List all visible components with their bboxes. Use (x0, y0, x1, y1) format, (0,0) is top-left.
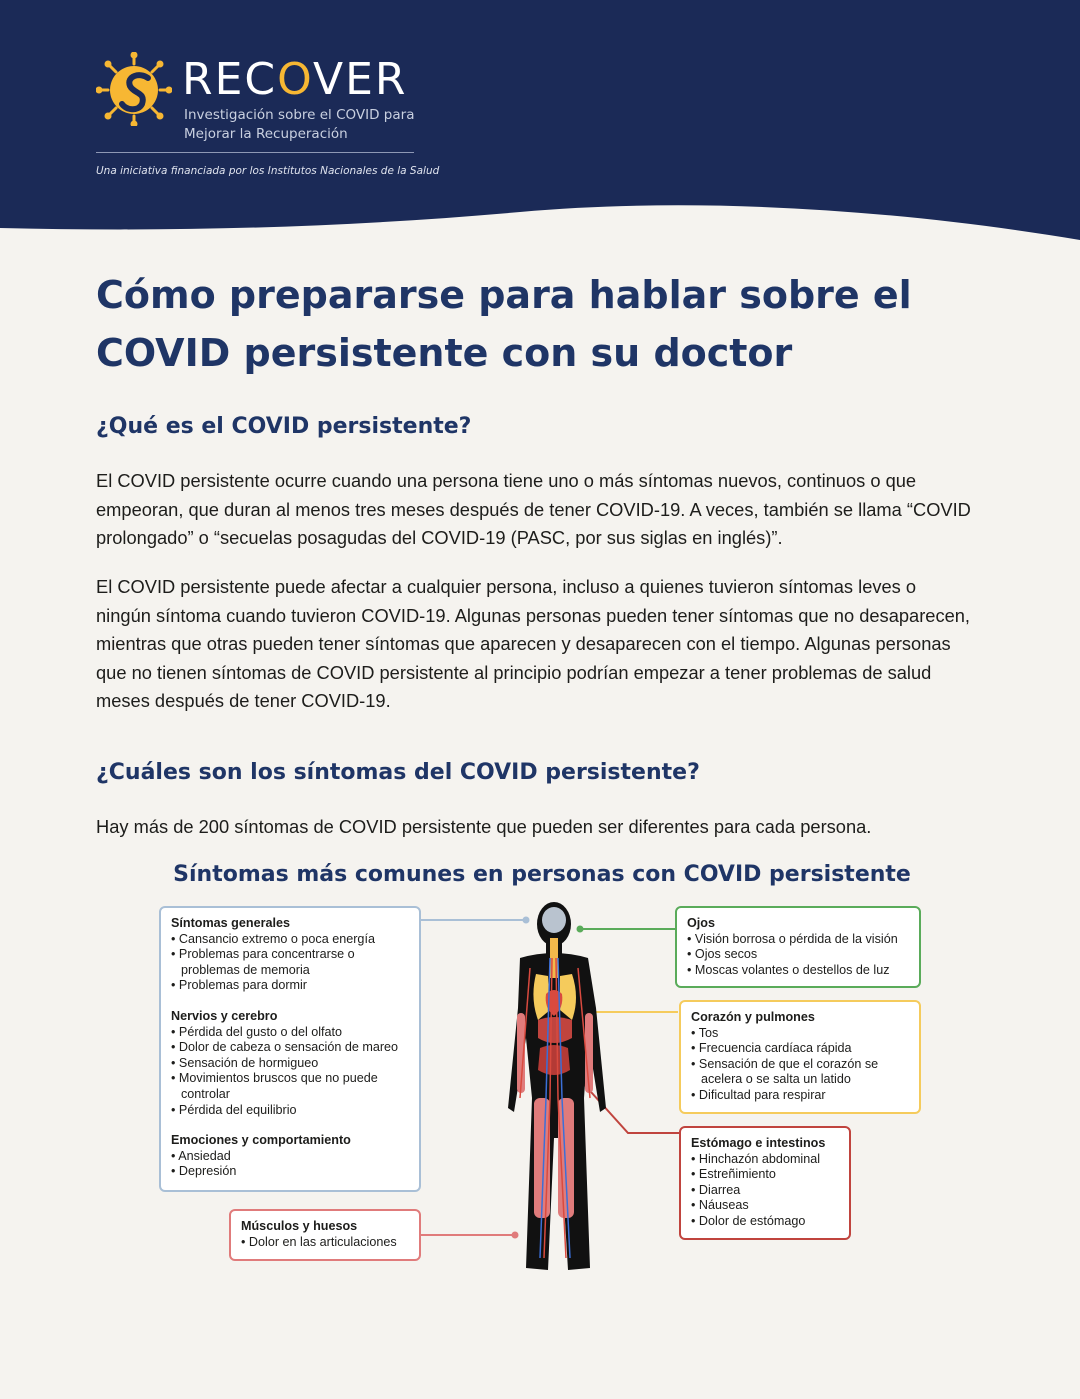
symptom-list (691, 1152, 839, 1230)
logo-subtitle-line: Investigación sobre el COVID para (184, 107, 415, 123)
section-heading-what-is: ¿Qué es el COVID persistente? (96, 414, 472, 439)
figure-title: Síntomas más comunes en personas con COVID persistente (173, 862, 911, 887)
symptom-item: • Sensación de que el corazón se acelera o se salta un latido (691, 1057, 909, 1088)
symptom-heading: Ojos (687, 916, 715, 930)
symptom-item: • Pérdida del equilibrio (171, 1103, 409, 1119)
symptom-item: • Hinchazón abdominal (691, 1152, 839, 1168)
symptom-list (687, 932, 909, 979)
human-body-illustration (460, 898, 610, 1278)
symptom-item: • Moscas volantes o destellos de luz (687, 963, 909, 979)
symptom-item: • Frecuencia cardíaca rápida (691, 1041, 909, 1057)
symptom-item: • Ansiedad (171, 1149, 409, 1165)
symptom-item: • Cansancio extremo o poca energía (171, 932, 409, 948)
symptom-list (171, 932, 409, 994)
symptom-heading: Corazón y pulmones (691, 1010, 815, 1024)
symptom-item: • Problemas para concentrarse o problemas de memoria (171, 947, 409, 978)
symptom-list (171, 1149, 409, 1180)
symptom-item: • Depresión (171, 1164, 409, 1180)
symptom-item: • Dolor de cabeza o sensación de mareo (171, 1040, 409, 1056)
symptom-item: • Dificultad para respirar (691, 1088, 909, 1104)
symptom-box-musculos (229, 1209, 421, 1261)
logo-wordmark: RECOVER (182, 54, 408, 105)
paragraph-definition: El COVID persistente ocurre cuando una persona tiene uno o más síntomas nuevos, continuos o que empeoran, que duran al menos tres meses después de tener COVID-19. A veces, también se llama “COVID prolongado” o “secuelas posagudas del COVID-19 (PASC, por sus siglas en inglés)”. (96, 470, 971, 549)
symptom-heading: Emociones y comportamiento (171, 1133, 351, 1148)
symptom-box-corazon (679, 1000, 921, 1114)
symptom-section (171, 1009, 409, 1118)
symptom-section (171, 1133, 409, 1180)
symptom-heading: Nervios y cerebro (171, 1008, 278, 1023)
symptom-list (241, 1235, 409, 1251)
page-title: Cómo prepararse para hablar sobre el COVID persistente con su doctor (96, 273, 912, 375)
symptom-item: • Problemas para dormir (171, 978, 409, 994)
symptom-item: • Dolor en las articulaciones (241, 1235, 409, 1251)
symptom-item: • Dolor de estómago (691, 1214, 839, 1230)
symptom-box-estomago (679, 1126, 851, 1240)
logo-tagline: Una iniciativa financiada por los Institutos Nacionales de la Salud (96, 165, 440, 177)
logo-subtitle-line: Mejorar la Recuperación (184, 126, 348, 142)
paragraph-who-affected: El COVID persistente puede afectar a cualquier persona, incluso a quienes tuvieron síntomas leves o ningún síntoma cuando tuvieron COVID-19. Algunas personas pueden tener síntomas que no desaparecen, mientras que otras pueden tener síntomas que aparecen y desaparecen con el tiempo. Algunas personas que no tienen síntomas de COVID persistente al principio podrían empezar a tener problemas de salud meses después de tener COVID-19. (96, 576, 971, 712)
symptom-item: • Tos (691, 1026, 909, 1042)
symptom-section (171, 916, 409, 994)
symptom-item: • Visión borrosa o pérdida de la visión (687, 932, 909, 948)
symptom-heading: Estómago e intestinos (691, 1136, 826, 1150)
symptom-item: • Náuseas (691, 1198, 839, 1214)
symptom-box-ojos (675, 906, 921, 988)
symptom-item: • Movimientos bruscos que no puede controlar (171, 1071, 409, 1102)
symptom-list (691, 1026, 909, 1104)
paragraph-symptoms-intro: Hay más de 200 síntomas de COVID persistente que pueden ser diferentes para cada persona. (96, 816, 872, 837)
symptom-heading: Músculos y huesos (241, 1219, 358, 1233)
symptom-item: • Ojos secos (687, 947, 909, 963)
section-heading-symptoms: ¿Cuáles son los síntomas del COVID persistente? (96, 760, 700, 785)
symptom-heading: Síntomas generales (171, 916, 290, 930)
symptom-box-general (159, 906, 421, 1192)
symptom-item: • Sensación de hormigueo (171, 1056, 409, 1072)
symptom-item: • Estreñimiento (691, 1167, 839, 1183)
symptom-item: • Pérdida del gusto o del olfato (171, 1025, 409, 1041)
symptom-item: • Diarrea (691, 1183, 839, 1199)
symptom-list (171, 1025, 409, 1119)
